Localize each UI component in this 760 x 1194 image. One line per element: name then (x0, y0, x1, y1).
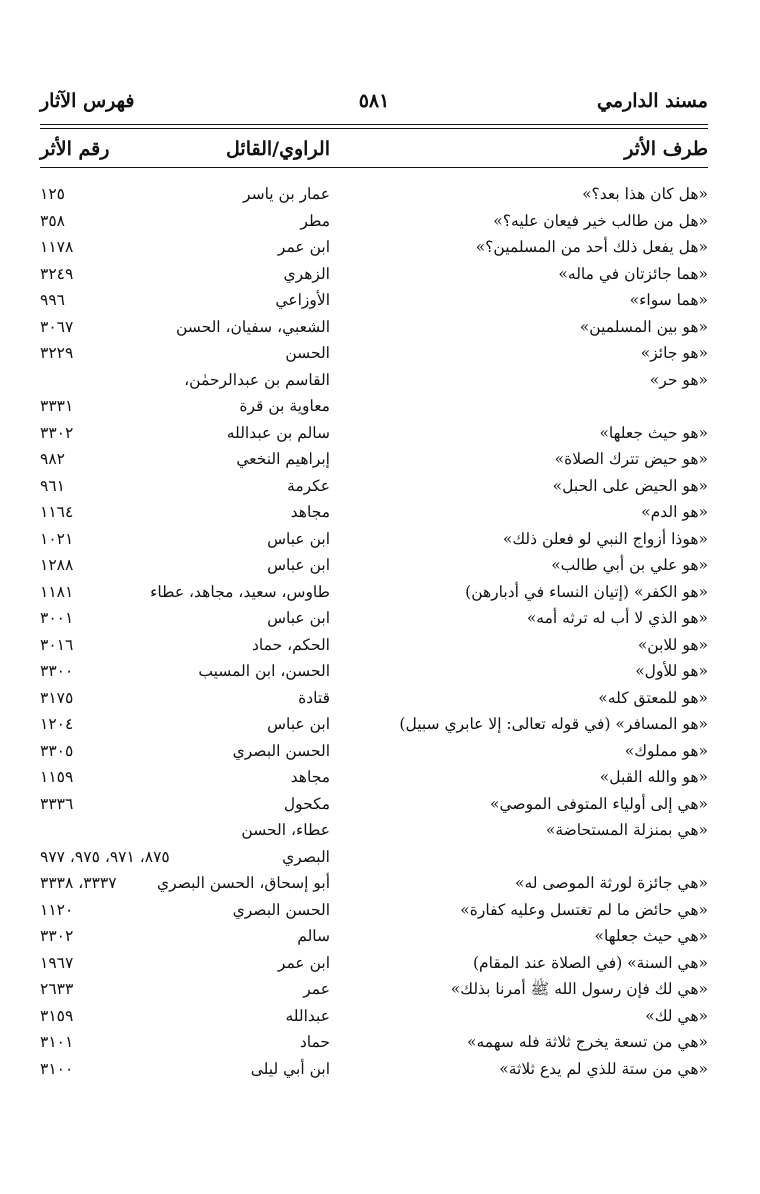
athar-number: ١١٥٩ (40, 768, 74, 786)
table-row (0, 870, 760, 897)
athar-number: ٣١٧٥ (40, 688, 74, 707)
narrator-name: قتادة (298, 688, 330, 707)
narrator-name: ابن عباس (267, 715, 330, 733)
athar-number: ٣٣٠٥ (40, 741, 74, 760)
table-row (0, 340, 760, 367)
narrator-name: طاوس، سعيد، مجاهد، عطاء (150, 582, 330, 601)
narrator-name: عكرمة (287, 476, 330, 495)
page-number: ٥٨١ (358, 90, 390, 112)
athar-text: «هو حيض تترك الصلاة» (554, 450, 708, 468)
athar-number: ٩٦١ (40, 476, 65, 495)
athar-number: ١٢٠٤ (40, 715, 74, 733)
athar-text: «هو حيث جعلها» (599, 423, 708, 442)
table-row (0, 817, 760, 844)
athar-number: ١١٨١ (40, 582, 74, 601)
table-row (0, 844, 760, 871)
table-row (0, 393, 760, 420)
athar-text: «هل من طالب خير فيعان عليه؟» (493, 211, 708, 230)
column-header-narrator: الراوي/القائل (226, 138, 330, 160)
athar-number: ٣١٠١ (40, 1033, 74, 1051)
narrator-name: ابن عباس (267, 529, 330, 548)
table-row (0, 234, 760, 261)
narrator-name: إبراهيم النخعي (236, 450, 330, 468)
narrator-name: الحسن، ابن المسيب (198, 662, 330, 680)
athar-number: ١١٦٤ (40, 503, 74, 521)
table-row (0, 552, 760, 579)
narrator-name: الحسن البصري (232, 741, 330, 760)
athar-text: «هي لك فإن رسول الله ﷺ أمرنا بذلك» (450, 980, 708, 998)
narrator-name: الحكم، حماد (251, 635, 330, 654)
table-row (0, 473, 760, 500)
narrator-name: مجاهد (290, 503, 330, 521)
header-rule-top (40, 124, 708, 125)
narrator-name: مكحول (283, 794, 330, 813)
athar-text: «هل يفعل ذلك أحد من المسلمين؟» (475, 238, 708, 256)
narrator-name: أبو إسحاق، الحسن البصري (157, 874, 330, 892)
narrator-name: ابن عمر (277, 953, 330, 972)
athar-text: «هو الحيض على الحبل» (552, 476, 708, 495)
table-row (0, 1003, 760, 1030)
athar-number: ٢٦٣٣ (40, 980, 74, 998)
table-row (0, 976, 760, 1003)
athar-text: «هي السنة» (في الصلاة عند المقام) (472, 953, 708, 972)
athar-number: ٣٣٠٠ (40, 662, 74, 680)
running-header (40, 90, 708, 118)
athar-text: «هي من ستة للذي لم يدع ثلاثة» (499, 1059, 708, 1078)
table-row (0, 287, 760, 314)
athar-text: «هي جائزة لورثة الموصى له» (514, 874, 708, 892)
narrator-name: عبدالله (285, 1006, 330, 1025)
athar-number: ٣١٥٩ (40, 1006, 74, 1025)
athar-text: «هي لك» (645, 1006, 708, 1025)
narrator-name: ابن عباس (267, 609, 330, 627)
column-header-rule (40, 167, 708, 168)
table-row (0, 1056, 760, 1083)
athar-text: «هو للمعتق كله» (598, 688, 708, 707)
athar-number: ٣٢٢٩ (40, 344, 74, 362)
narrator-name: ابن عمر (277, 238, 330, 256)
narrator-name: عمر (303, 980, 330, 998)
table-row (0, 764, 760, 791)
table-row (0, 446, 760, 473)
athar-text: «هي حيث جعلها» (594, 927, 708, 945)
narrator-name: الحسن البصري (232, 900, 330, 919)
athar-text: «هي حائض ما لم تغتسل وعليه كفارة» (460, 900, 708, 919)
athar-text: «هو والله القبل» (599, 768, 708, 786)
athar-text: «هي بمنزلة المستحاضة» (545, 821, 708, 839)
narrator-name: عطاء، الحسن (241, 821, 330, 839)
athar-text: «هو جائز» (640, 344, 708, 362)
athar-text: «هو مملوك» (624, 741, 708, 760)
table-row (0, 791, 760, 818)
narrator-name: الزهري (283, 264, 330, 283)
athar-number: ٣٢٤٩ (40, 264, 74, 283)
table-row (0, 261, 760, 288)
narrator-name: حماد (299, 1033, 330, 1051)
index-table (0, 181, 760, 1082)
table-row (0, 314, 760, 341)
narrator-name: ابن عباس (267, 556, 330, 574)
table-row (0, 526, 760, 553)
athar-number: ٣٥٨ (40, 211, 65, 230)
athar-number: ٣١٠٠ (40, 1059, 74, 1078)
table-row (0, 738, 760, 765)
table-row (0, 499, 760, 526)
athar-number: ١٠٢١ (40, 529, 74, 548)
athar-text: «هو للأول» (635, 662, 708, 680)
athar-number: ١٢٨٨ (40, 556, 74, 574)
athar-number: ١٩٦٧ (40, 953, 74, 972)
table-row (0, 711, 760, 738)
athar-number: ٣٣٣٧، ٣٣٣٨ (40, 874, 117, 892)
table-row (0, 420, 760, 447)
narrator-name: معاوية بن قرة (239, 397, 330, 415)
athar-number: ٩٩٦ (40, 291, 65, 309)
athar-number: ٣٣٣١ (40, 397, 74, 415)
book-title: مسند الدارمي (597, 90, 708, 112)
athar-number: ١٢٥ (40, 185, 65, 203)
header-rule-bottom (40, 128, 708, 129)
athar-text: «هو بين المسلمين» (579, 317, 708, 336)
table-row (0, 181, 760, 208)
athar-text: «هو الدم» (641, 503, 708, 521)
column-header-athar-number: رقم الأثر (40, 138, 110, 160)
table-row (0, 632, 760, 659)
athar-text: «هو الذي لا أب له ترثه أمه» (526, 609, 708, 627)
narrator-name: البصري (282, 847, 330, 866)
narrator-name: مجاهد (290, 768, 330, 786)
narrator-name: سالم بن عبدالله (226, 423, 330, 442)
table-row (0, 367, 760, 394)
table-row (0, 605, 760, 632)
narrator-name: ابن أبي ليلى (250, 1059, 330, 1078)
table-row (0, 897, 760, 924)
narrator-name: مطر (300, 211, 330, 230)
athar-text: «هما سواء» (629, 291, 708, 309)
table-row (0, 1029, 760, 1056)
section-title: فهرس الآثار (40, 90, 135, 112)
column-header-athar-end: طرف الأثر (624, 138, 708, 160)
narrator-name: القاسم بن عبدالرحمٰن، (184, 370, 330, 389)
narrator-name: سالم (297, 927, 330, 945)
athar-number: ٩٨٢ (40, 450, 65, 468)
table-row (0, 950, 760, 977)
athar-text: «هي من تسعة يخرج ثلاثة فله سهمه» (467, 1033, 708, 1051)
athar-number: ٣٠١٦ (40, 635, 74, 654)
athar-number: ٣٣٠٢ (40, 423, 74, 442)
table-row (0, 208, 760, 235)
athar-text: «هو الكفر» (إتيان النساء في أدبارهن) (465, 582, 708, 601)
narrator-name: الأوزاعي (275, 291, 330, 309)
athar-number: ٨٧٥، ٩٧١، ٩٧٥، ٩٧٧ (40, 847, 170, 866)
athar-number: ١١٢٠ (40, 900, 74, 919)
athar-text: «هو علي بن أبي طالب» (551, 556, 708, 574)
athar-number: ٣٠٦٧ (40, 317, 74, 336)
table-row (0, 685, 760, 712)
athar-text: «هو حر» (649, 370, 708, 389)
narrator-name: الشعبي، سفيان، الحسن (175, 317, 330, 336)
athar-text: «هي إلى أولياء المتوفى الموصي» (490, 794, 708, 813)
narrator-name: عمار بن ياسر (243, 185, 330, 203)
athar-number: ٣٣٠٢ (40, 927, 74, 945)
athar-number: ٣٣٣٦ (40, 794, 74, 813)
athar-number: ١١٧٨ (40, 238, 74, 256)
athar-text: «هوذا أزواج النبي لو فعلن ذلك» (502, 529, 708, 548)
table-row (0, 658, 760, 685)
athar-text: «هما جائزتان في ماله» (558, 264, 708, 283)
athar-number: ٣٠٠١ (40, 609, 74, 627)
narrator-name: الحسن (285, 344, 330, 362)
athar-text: «هو المسافر» (في قوله تعالى: إلا عابري سبيل) (399, 715, 708, 733)
table-row (0, 579, 760, 606)
table-row (0, 923, 760, 950)
athar-text: «هل كان هذا بعد؟» (582, 185, 708, 203)
athar-text: «هو للابن» (637, 635, 708, 654)
